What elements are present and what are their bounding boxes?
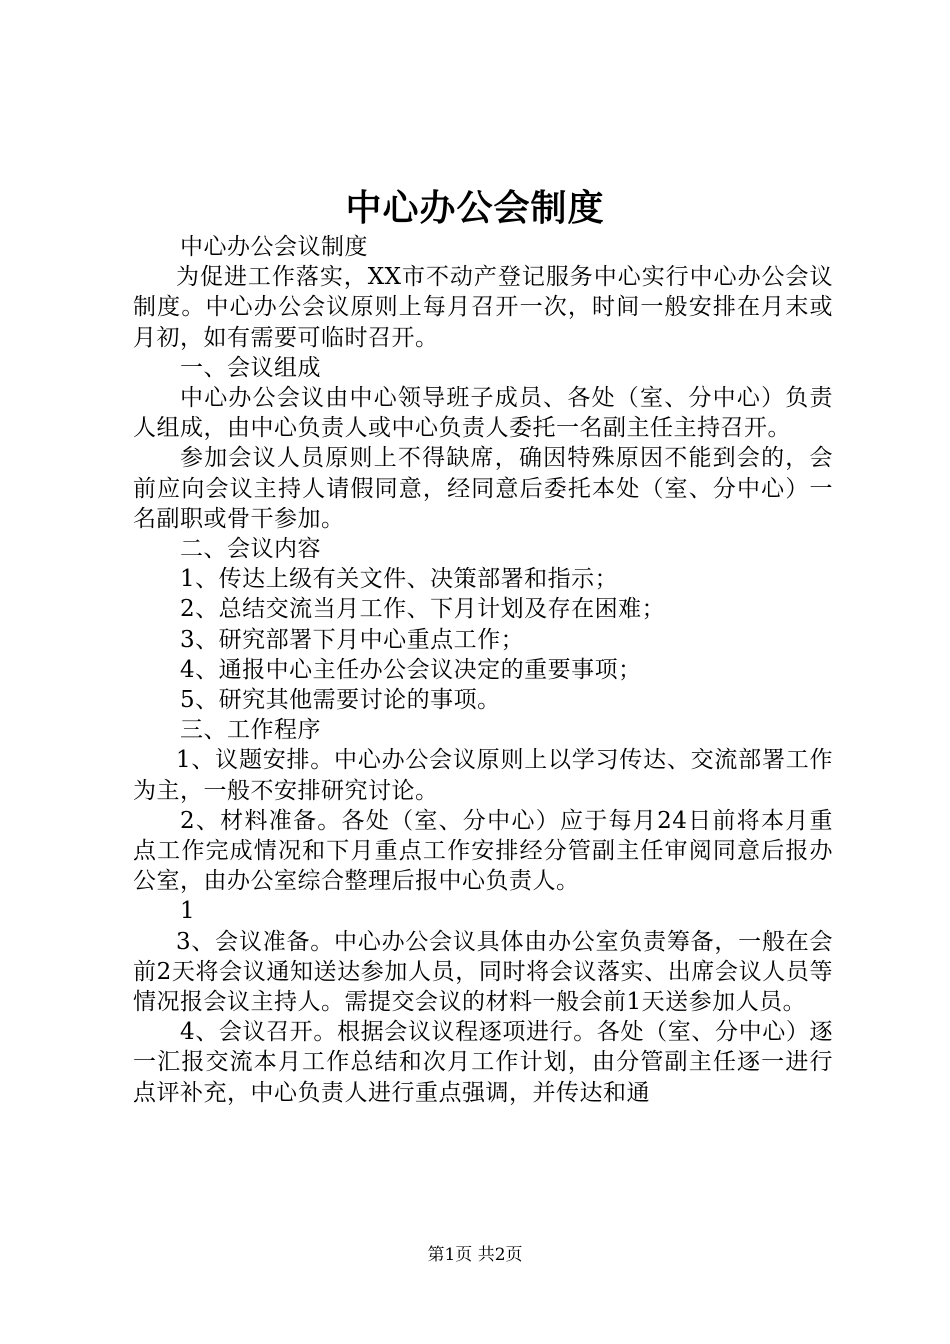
paragraph-procedure-2: 2、材料准备。各处（室、分中心）应于每月24日前将本月重点工作完成情况和下月重点工作安排经分管副主任审阅同意后报办公室，由办公室综合整理后报中心负责人。	[133, 807, 833, 895]
page-footer: 第1页 共2页	[427, 1245, 523, 1265]
paragraph-attendance: 参加会议人员原则上不得缺席，确因特殊原因不能到会的，会前应向会议主持人请假同意，经同意后委托本处（室、分中心）一名副职或骨干参加。	[133, 445, 833, 532]
section-heading-procedure: 三、工作程序	[180, 717, 321, 744]
paragraph-subtitle: 中心办公会议制度	[180, 234, 368, 260]
list-item: 2、总结交流当月工作、下月计划及存在困难；	[180, 596, 666, 623]
paragraph-composition: 中心办公会议由中心领导班子成员、各处（室、分中心）负责人组成，由中心负责人或中心负责人委托一名副主任主持召开。	[133, 385, 833, 442]
list-item: 3、研究部署下月中心重点工作；	[180, 626, 525, 653]
paragraph-intro: 为促进工作落实，XX市不动产登记服务中心实行中心办公会议制度。中心办公会议原则上每月召开一次，时间一般安排在月末或月初，如有需要可临时召开。	[133, 264, 833, 351]
document-title: 中心办公会制度	[345, 187, 605, 229]
list-item: 4、通报中心主任办公会议决定的重要事项；	[180, 656, 642, 683]
list-item: 5、研究其他需要讨论的事项。	[180, 687, 501, 714]
paragraph-procedure-3: 3、会议准备。中心办公会议具体由办公室负责筹备，一般在会前2天将会议通知送达参加人员，同时将会议落实、出席会议人员等情况报会议主持人。需提交会议的材料一般会前1天送参加人员。	[133, 928, 833, 1016]
page-number-inline: 1	[180, 898, 196, 925]
section-heading-content: 二、会议内容	[180, 536, 321, 563]
paragraph-procedure-4: 4、会议召开。根据会议议程逐项进行。各处（室、分中心）逐一汇报交流本月工作总结和次月工作计划，由分管副主任逐一进行点评补充，中心负责人进行重点强调，并传达和通	[133, 1019, 833, 1106]
list-item: 1、传达上级有关文件、决策部署和指示；	[180, 566, 619, 593]
paragraph-procedure-1: 1、议题安排。中心办公会议原则上以学习传达、交流部署工作为主，一般不安排研究讨论。	[133, 747, 833, 804]
section-heading-composition: 一、会议组成	[180, 354, 321, 381]
document-body	[133, 232, 833, 1108]
